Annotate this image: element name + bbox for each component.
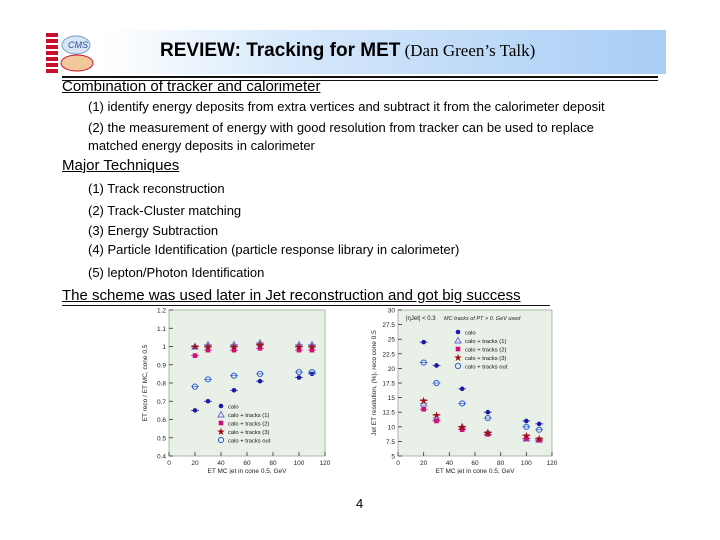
legend-marker: [219, 404, 224, 409]
y-tick-label: 7.5: [385, 438, 395, 446]
cms-logo: [44, 31, 102, 75]
data-point: ★: [190, 342, 200, 353]
title-subtitle: (Dan Green’s Talk): [400, 41, 536, 60]
logo-text: CMS: [68, 40, 88, 50]
legend-label: calo + tracks out: [228, 438, 271, 445]
data-point: ★: [432, 410, 441, 422]
x-tick-label: 120: [546, 460, 558, 467]
data-point: [258, 379, 263, 384]
data-point: [434, 363, 439, 368]
y-tick-label: 0.4: [156, 453, 166, 461]
y-tick-label: 15: [387, 395, 395, 403]
x-tick-label: 80: [497, 460, 505, 467]
data-point: ★: [229, 342, 239, 353]
data-point: ★: [255, 340, 265, 352]
bullet-item: (1) Track reconstruction: [88, 181, 225, 196]
y-tick-label: 1.2: [156, 307, 166, 315]
x-tick-label: 20: [191, 460, 199, 467]
x-axis-label: ET MC jet in cone 0.5, GeV: [435, 468, 515, 474]
x-tick-label: 0: [396, 460, 400, 467]
data-point: ★: [294, 342, 304, 353]
section-heading: The scheme was used later in Jet reconstruction and got big success: [62, 287, 521, 304]
data-point: [524, 419, 529, 424]
y-tick-label: 25: [387, 336, 395, 344]
data-point: ★: [419, 396, 429, 408]
data-point: [193, 408, 198, 413]
y-tick-label: 22.5: [382, 351, 395, 359]
y-tick-label: 0.9: [156, 362, 166, 370]
y-tick-label: 12.5: [382, 409, 395, 417]
data-point: [486, 410, 491, 415]
data-point: [460, 387, 465, 392]
x-tick-label: 0: [167, 460, 171, 467]
legend-label: calo: [228, 404, 239, 411]
data-point: [193, 353, 198, 358]
plot-annotation: MC tracks of PT > 0. GeV used: [444, 316, 521, 322]
data-point: ★: [521, 431, 531, 443]
x-tick-label: 20: [420, 460, 428, 467]
y-tick-label: 27.5: [382, 322, 395, 330]
y-tick-label: 0.5: [156, 435, 166, 443]
data-point: [206, 399, 211, 404]
data-point: ★: [307, 342, 317, 353]
bullet-item: (4) Particle Identification (particle response library in calorimeter): [88, 242, 460, 257]
legend-label: calo + tracks (1): [465, 339, 507, 345]
x-tick-label: 40: [217, 460, 225, 467]
y-tick-label: 17.5: [382, 380, 395, 388]
y-tick-label: 10: [387, 424, 395, 432]
y-tick-label: 0.7: [156, 398, 166, 406]
data-point: [421, 407, 426, 412]
x-tick-label: 60: [471, 460, 479, 467]
data-point: ★: [457, 422, 467, 434]
legend-label: calo + tracks (3): [465, 356, 507, 362]
data-point: ★: [483, 428, 493, 440]
bullet-item: (2) Track-Cluster matching: [88, 203, 242, 218]
legend-marker: [219, 421, 224, 426]
logo-stripes: [46, 33, 58, 73]
legend-label: calo: [465, 330, 476, 337]
data-point: ★: [203, 342, 213, 353]
legend-marker: [456, 330, 461, 335]
section-heading: Major Techniques: [62, 157, 180, 174]
x-tick-label: 80: [269, 460, 277, 467]
data-point: [537, 422, 542, 427]
slide-title: [160, 40, 535, 62]
legend-marker: [456, 347, 461, 352]
x-tick-label: 60: [243, 460, 251, 467]
x-tick-label: 40: [445, 460, 453, 467]
y-tick-label: 20: [387, 365, 395, 373]
data-point: [421, 340, 426, 345]
data-point: [232, 388, 237, 393]
bullet-item: (3) Energy Subtraction: [88, 223, 219, 238]
bullet-item: (5) lepton/Photon Identification: [88, 265, 265, 280]
y-tick-label: 1: [162, 344, 166, 351]
legend-label: calo + tracks (1): [228, 413, 270, 419]
page-number: 4: [356, 496, 364, 511]
y-tick-label: 0.6: [156, 417, 166, 424]
legend-marker: ★: [453, 353, 463, 364]
y-axis-label: Jet ET resolution, (%), reco cone 0.5: [371, 330, 378, 436]
section-heading: Combination of tracker and calorimeter: [62, 78, 321, 95]
y-tick-label: 1.1: [156, 325, 166, 333]
response-plot: [135, 306, 335, 474]
bullet-item: (2) the measurement of energy with good resolution from tracker can be used to replace: [88, 120, 594, 135]
x-axis-label: ET MC jet in cone 0.5, GeV: [207, 468, 287, 474]
plot-annotation: |ηJet| < 0.3: [406, 316, 436, 322]
x-tick-label: 120: [319, 460, 331, 467]
resolution-plot: [366, 306, 562, 474]
title-main: REVIEW: Tracking for MET: [160, 40, 401, 61]
x-tick-label: 100: [520, 460, 532, 467]
x-tick-label: 100: [293, 460, 305, 467]
legend-label: calo + tracks out: [465, 364, 508, 371]
y-axis-label: ET reco / ET MC, cone 0.5: [142, 344, 149, 422]
y-tick-label: 0.8: [156, 380, 166, 388]
bullet-item: (1) identify energy deposits from extra vertices and subtract it from the calorimeter deposit: [88, 99, 605, 114]
legend-label: calo + tracks (2): [465, 347, 507, 354]
legend-marker: ★: [216, 427, 226, 438]
data-point: [297, 375, 302, 380]
legend-label: calo + tracks (3): [228, 430, 270, 436]
data-point: ★: [534, 433, 544, 445]
legend-label: calo + tracks (2): [228, 421, 270, 428]
y-tick-label: 5: [391, 453, 395, 461]
bullet-item: matched energy deposits in calorimeter: [88, 138, 315, 153]
y-tick-label: 30: [387, 307, 395, 315]
